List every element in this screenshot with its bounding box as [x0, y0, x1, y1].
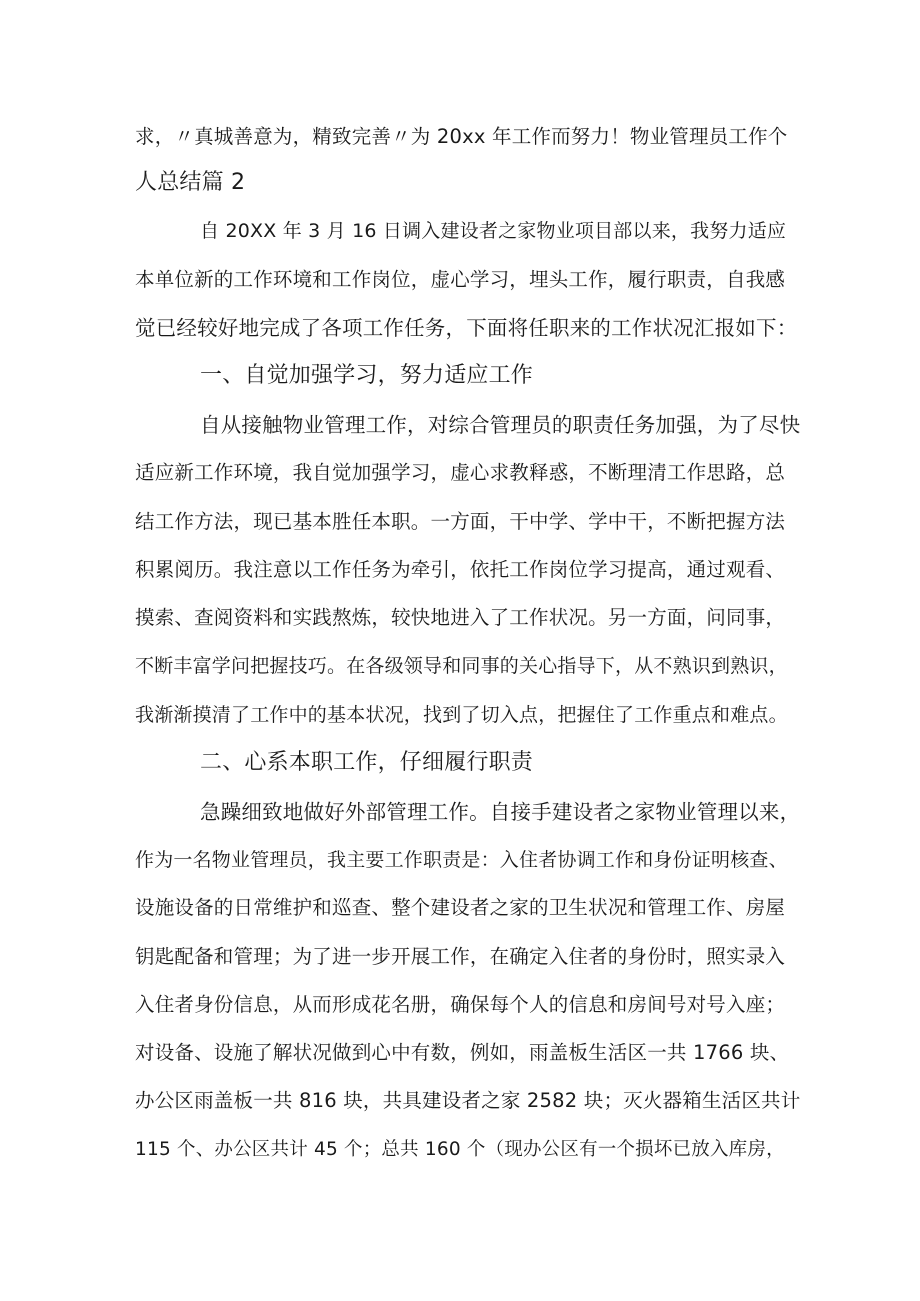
text-line-1: 求，〃真城善意为，精致完善〃为 20xx 年工作而努力！物业管理员工作个 — [135, 125, 788, 148]
section-heading-2: 二、心系本职工作，仔细履行职责 — [200, 750, 534, 775]
text-line-11: 摸索、查阅资料和实践熬炼，较快地进入了工作状况。另一方面，问同事， — [135, 606, 786, 629]
text-line-20: 对设备、设施了解状况做到心中有数，例如，雨盖板生活区一共 1766 块、 — [135, 1041, 790, 1064]
text-line-7: 自从接触物业管理工作，对综合管理员的职责任务加强，为了尽快 — [200, 413, 801, 437]
text-line-17: 设施设备的日常维护和巡查、整个建设者之家的卫生状况和管理工作、房屋 — [135, 896, 786, 919]
text-line-18: 钥匙配备和管理；为了进一步开展工作，在确定入住者的身份时，照实录入 — [135, 945, 786, 968]
text-line-8: 适应新工作环境，我自觉加强学习，虚心求教释惑，不断理清工作思路，总 — [135, 461, 786, 484]
text-line-15: 急躁细致地做好外部管理工作。自接手建设者之家物业管理以来， — [200, 800, 801, 824]
text-line-21: 办公区雨盖板一共 816 块，共具建设者之家 2582 块；灭火器箱生活区共计 — [135, 1089, 801, 1112]
text-line-19: 入住者身份信息，从而形成花名册，确保每个人的信息和房间号对号入座； — [135, 993, 786, 1016]
section-heading-1: 一、自觉加强学习，努力适应工作 — [200, 363, 534, 388]
text-line-9: 结工作方法，现已基本胜任本职。一方面，干中学、学中干，不断把握方法 — [135, 510, 786, 533]
text-line-4: 本单位新的工作环境和工作岗位，虚心学习，埋头工作，履行职责，自我感 — [135, 268, 786, 291]
text-line-5: 觉已经较好地完成了各项工作任务，下面将任职来的工作状况汇报如下： — [135, 316, 798, 340]
text-line-16: 作为一名物业管理员，我主要工作职责是：入住者协调工作和身份证明核查、 — [135, 849, 788, 871]
text-line-12: 不断丰富学问把握技巧。在各级领导和同事的关心指导下，从不熟识到熟识， — [135, 655, 788, 677]
text-line-2: 人总结篇 2 — [135, 170, 246, 195]
text-line-13: 我渐渐摸清了工作中的基本状况，找到了切入点，把握住了工作重点和难点。 — [135, 704, 788, 726]
text-line-3: 自 20XX 年 3 月 16 日调入建设者之家物业项目部以来，我努力适应 — [200, 220, 787, 242]
text-line-22: 115 个、办公区共计 45 个；总共 160 个（现办公区有一个损坏已放入库房， — [135, 1139, 785, 1160]
text-line-10: 积累阅历。我注意以工作任务为牵引，依托工作岗位学习提高，通过观看、 — [135, 558, 786, 581]
